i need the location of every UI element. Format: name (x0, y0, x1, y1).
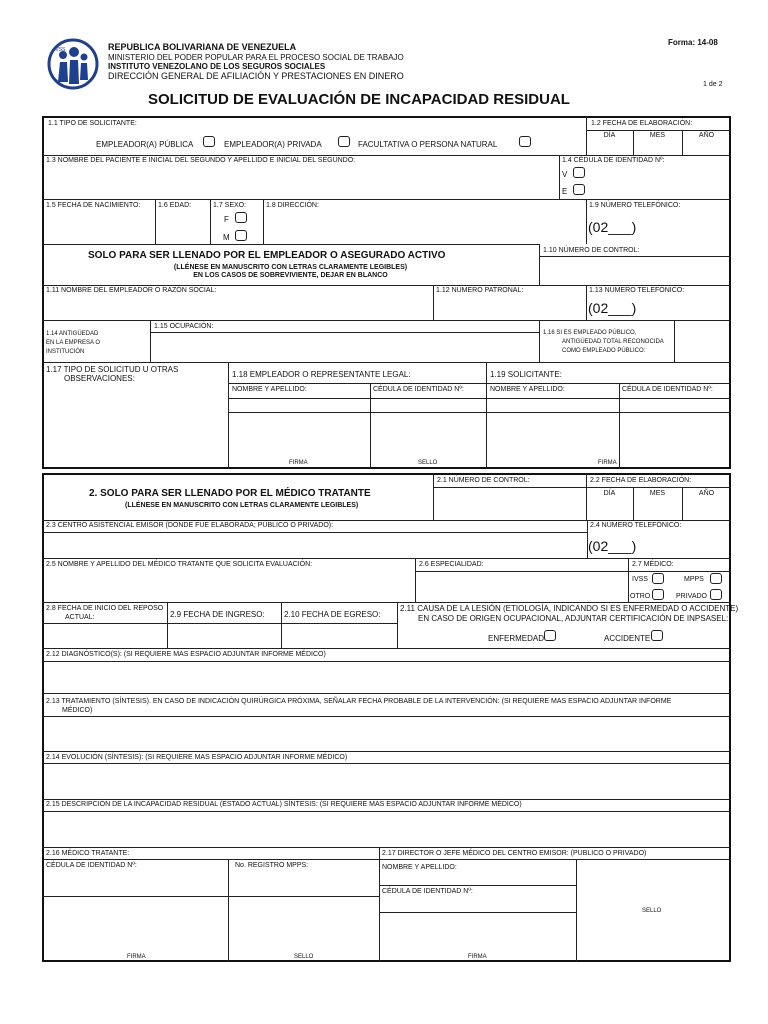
field-1-16-label-c: COMO EMPLEADO PÚBLICO: (562, 348, 646, 354)
field-1-8-label: 1.8 DIRECCIÓN: (266, 202, 319, 209)
checkbox-sexo-m[interactable] (235, 230, 247, 241)
field-1-11-label: 1.11 NOMBRE DEL EMPLEADOR O RAZÓN SOCIAL: (46, 287, 217, 294)
field-1-14-label-c: INSTITUCIÓN (46, 349, 85, 355)
date-dia-label: DÍA (603, 132, 616, 139)
date-mes-label: MES (649, 132, 666, 139)
checkbox-medico-privado[interactable] (710, 589, 722, 600)
field-2-13-label-a: 2.13 TRATAMIENTO (SÍNTESIS). EN CASO DE INDICACIÓN QUIRÚRGICA PRÓXIMA, SEÑALAR FECHA PROBABLE DE LA INTERVENCIÓN: (SI REQUIERE MAS ESPACIO ADJUNTAR INFORME (46, 698, 672, 705)
rep-cedula-label: CÉDULA DE IDENTIDAD Nº: (373, 386, 464, 393)
field-1-16-label-a: 1.16 SI ES EMPLEADO PÚBLICO, (543, 330, 637, 336)
date2-dia-label: DÍA (603, 490, 616, 497)
employer-heading: SOLO PARA SER LLENADO POR EL EMPLEADOR O ASEGURADO ACTIVO (88, 250, 446, 261)
medico-cedula-label: CÉDULA DE IDENTIDAD Nº: (46, 862, 137, 869)
option-empleador-publica: EMPLEADOR(A) PÚBLICA (96, 140, 194, 149)
checkbox-medico-mpps[interactable] (710, 573, 722, 584)
cedula-e-label: E (562, 187, 568, 196)
field-2-14-label: 2.14 EVOLUCIÓN (SÍNTESIS): (SI REQUIERE MAS ESPACIO ADJUNTAR INFORME MÉDICO) (46, 754, 348, 761)
field-1-1-label: 1.1 TIPO DE SOLICITANTE: (48, 120, 137, 127)
director-nombre-label: NOMBRE Y APELLIDO: (382, 864, 457, 871)
rep-firma-label: FIRMA (289, 460, 308, 466)
checkbox-enfermedad[interactable] (544, 630, 556, 641)
field-1-17-label-b: OBSERVACIONES: (64, 374, 135, 383)
header-republica: REPUBLICA BOLIVARIANA DE VENEZUELA (108, 42, 297, 52)
field-2-5-label: 2.5 NOMBRE Y APELLIDO DEL MÉDICO TRATANTE QUE SOLICITA EVALUACIÓN: (46, 561, 313, 568)
field-2-8-label-b: ACTUAL: (65, 614, 95, 621)
field-1-17-label-a: 1.17 TIPO DE SOLICITUD U OTRAS (46, 365, 179, 374)
field-2-10-label: 2.10 FECHA DE EGRESO: (284, 610, 381, 619)
field-1-6-label: 1.6 EDAD: (158, 202, 192, 209)
medico-privado-label: PRIVADO (676, 593, 707, 600)
checkbox-accidente[interactable] (651, 630, 663, 641)
checkbox-cedula-v[interactable] (573, 167, 585, 178)
field-1-3-label: 1.3 NOMBRE DEL PACIENTE E INICIAL DEL SEGUNDO Y APELLIDO E INICIAL DEL SEGUNDO: (46, 157, 356, 164)
sol-nombre-label: NOMBRE Y APELLIDO: (490, 386, 565, 393)
employer-subheading-1: (LLÉNESE EN MANUSCRITO CON LETRAS CLARAMENTE LEGIBLES) (173, 264, 408, 271)
header-instituto: INSTITUTO VENEZOLANO DE LOS SEGUROS SOCIALES (108, 62, 326, 71)
field-2-15-label: 2.15 DESCRIPCIÓN DE LA INCAPACIDAD RESIDUAL (ESTADO ACTUAL) SÍNTESIS: (SI REQUIERE MAS ESPACIO ADJUNTAR INFORME MÉDICO) (46, 801, 522, 808)
field-1-13-label: 1.13 NÚMERO TELEFÓNICO: (589, 287, 685, 294)
field-2-8-label-a: 2.8 FECHA DE INICIO DEL REPOSO (46, 605, 164, 612)
phone-2-4-value[interactable]: (02___) (588, 538, 637, 554)
phone-1-9-value[interactable]: (02___) (588, 219, 637, 235)
medico-registro-label: No. REGISTRO MPPS: (235, 862, 309, 869)
field-2-3-label: 2.3 CENTRO ASISTENCIAL EMISOR (DONDE FUE ELABORADA; PÚBLICO O PRIVADO): (46, 522, 334, 529)
field-2-6-label: 2.6 ESPECIALIDAD: (419, 561, 484, 568)
field-1-2-label: 1.2 FECHA DE ELABORACIÓN: (591, 120, 693, 127)
field-1-18-label: 1.18 EMPLEADOR O REPRESENTANTE LEGAL: (232, 370, 411, 379)
field-1-5-label: 1.5 FECHA DE NACIMIENTO: (46, 202, 141, 209)
rep-sello-label: SELLO (418, 460, 438, 466)
section-2-subheading: (LLÉNESE EN MANUSCRITO CON LETRAS CLARAMENTE LEGIBLES) (125, 502, 359, 509)
option-empleador-privada: EMPLEADOR(A) PRIVADA (224, 140, 322, 149)
medico-otro-label: OTRO (630, 593, 651, 600)
svg-text:IVSS: IVSS (54, 47, 66, 53)
field-1-19-label: 1.19 SOLICITANTE: (490, 370, 562, 379)
sol-firma-label: FIRMA (598, 460, 617, 466)
sol-cedula-label: CÉDULA DE IDENTIDAD Nº: (622, 386, 713, 393)
field-2-11-label-b: EN CASO DE ORIGEN OCUPACIONAL, ADJUNTAR CERTIFICACIÓN DE INPSASEL: (418, 614, 729, 623)
field-2-4-label: 2.4 NÚMERO TELEFÓNICO: (590, 522, 682, 529)
field-2-11-label-a: 2.11 CAUSA DE LA LESIÓN (ETIOLOGÍA, INDICANDO SI ES ENFERMEDAD O ACCIDENTE) (400, 604, 739, 613)
checkbox-medico-ivss[interactable] (652, 573, 664, 584)
option-facultativa: FACULTATIVA O PERSONA NATURAL (358, 140, 498, 149)
field-1-12-label: 1.12 NÚMERO PATRONAL: (436, 287, 524, 294)
cedula-v-label: V (562, 170, 568, 179)
field-2-2-label: 2.2 FECHA DE ELABORACIÓN: (590, 477, 692, 484)
header-ministerio: MINISTERIO DEL PODER POPULAR PARA EL PROCESO SOCIAL DE TRABAJO (108, 53, 404, 62)
medico-sello-label: SELLO (294, 954, 314, 960)
causa-enfermedad-label: ENFERMEDAD (488, 634, 545, 643)
field-1-15-label: 1.15 OCUPACIÓN: (154, 323, 214, 330)
director-firma-label: FIRMA (468, 954, 487, 960)
field-1-7-label: 1.7 SEXO: (213, 202, 247, 209)
checkbox-empleador-publica[interactable] (203, 136, 215, 147)
section-2-heading: 2. SOLO PARA SER LLENADO POR EL MÉDICO TRATANTE (89, 488, 371, 499)
form-title: SOLICITUD DE EVALUACIÓN DE INCAPACIDAD RESIDUAL (148, 91, 570, 108)
field-1-16-label-b: ANTIGÜEDAD TOTAL RECONOCIDA (562, 339, 664, 345)
field-1-4-label: 1.4 CÉDULA DE IDENTIDAD Nº: (562, 157, 665, 164)
employer-subheading-2: EN LOS CASOS DE SOBREVIVIENTE, DEJAR EN BLANCO (193, 272, 388, 279)
field-2-13-label-b: MÉDICO) (62, 707, 93, 714)
ivss-logo (46, 38, 100, 90)
field-2-12-label: 2.12 DIAGNÓSTICO(S): (SI REQUIERE MAS ESPACIO ADJUNTAR INFORME MÉDICO) (46, 651, 326, 658)
medico-ivss-label: IVSS (632, 576, 648, 583)
field-1-10-label: 1.10 NÚMERO DE CONTROL: (543, 247, 640, 254)
sexo-m-label: M (223, 233, 230, 242)
checkbox-empleador-privada[interactable] (338, 136, 350, 147)
field-2-9-label: 2.9 FECHA DE INGRESO: (170, 610, 265, 619)
rep-nombre-label: NOMBRE Y APELLIDO: (232, 386, 307, 393)
director-sello-label: SELLO (642, 908, 662, 914)
medico-firma-label: FIRMA (127, 954, 146, 960)
date2-mes-label: MES (649, 490, 666, 497)
field-2-1-label: 2.1 NÚMERO DE CONTROL: (437, 477, 530, 484)
sexo-f-label: F (224, 215, 229, 224)
field-1-14-label-a: 1.14 ANTIGÜEDAD (46, 331, 99, 337)
causa-accidente-label: ACCIDENTE (604, 634, 651, 643)
header-direccion: DIRECCIÓN GENERAL DE AFILIACIÓN Y PRESTACIONES EN DINERO (108, 71, 404, 81)
field-2-16-label: 2.16 MÉDICO TRATANTE: (46, 850, 130, 857)
form-number: Forma: 14-08 (668, 38, 718, 47)
medico-mpps-label: MPPS (684, 576, 704, 583)
checkbox-sexo-f[interactable] (235, 212, 247, 223)
checkbox-medico-otro[interactable] (652, 589, 664, 600)
date2-anio-label: AÑO (698, 490, 715, 497)
page-number: 1 de 2 (703, 81, 723, 88)
director-cedula-label: CÉDULA DE IDENTIDAD Nº: (382, 888, 473, 895)
field-2-7-label: 2.7 MÉDICO: (632, 561, 674, 568)
field-1-9-label: 1.9 NÚMERO TELEFÓNICO: (589, 202, 681, 209)
date-anio-label: AÑO (698, 132, 715, 139)
checkbox-facultativa[interactable] (519, 136, 531, 147)
field-1-14-label-b: EN LA EMPRESA O (46, 340, 101, 346)
field-2-17-label: 2.17 DIRECTOR O JEFE MÉDICO DEL CENTRO EMISOR: (PUBLICO O PRIVADO) (382, 850, 647, 857)
phone-1-13-value[interactable]: (02___) (588, 300, 637, 316)
checkbox-cedula-e[interactable] (573, 184, 585, 195)
